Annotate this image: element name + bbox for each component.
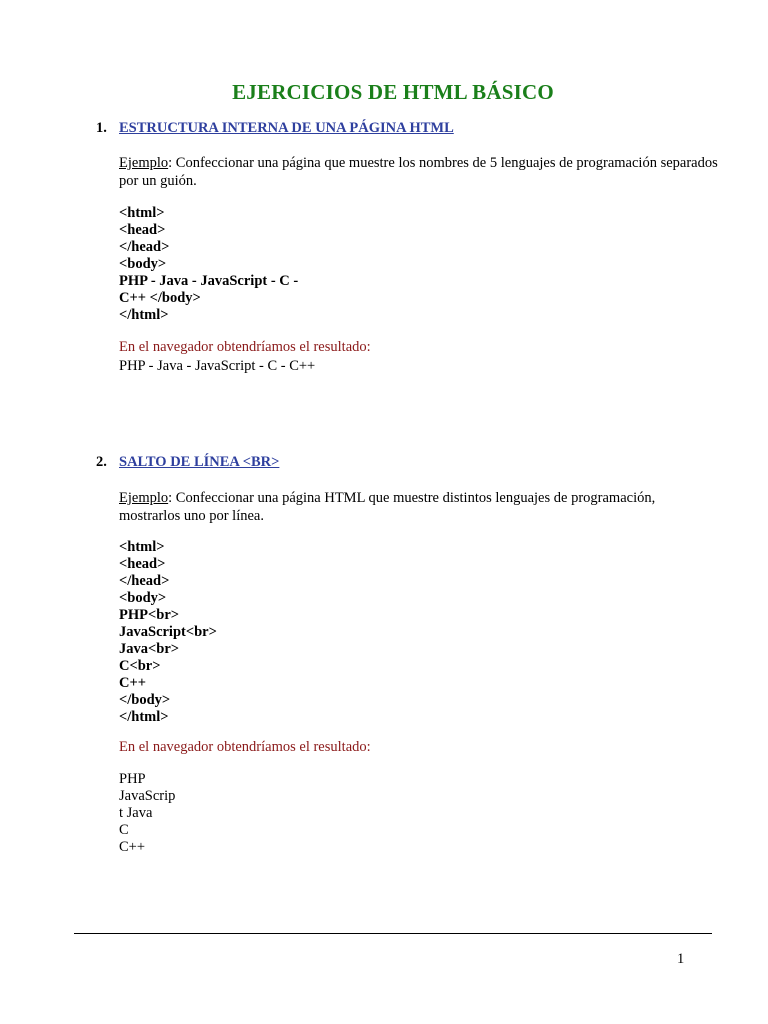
code-line: Java<br> bbox=[119, 641, 180, 657]
code-line: <body> bbox=[119, 590, 167, 606]
code-block-2 bbox=[119, 539, 217, 726]
section-description-2 bbox=[119, 489, 719, 525]
section-heading-1 bbox=[96, 120, 454, 137]
code-line: </head> bbox=[119, 573, 170, 589]
result-line: JavaScrip bbox=[119, 788, 176, 804]
code-line: JavaScript<br> bbox=[119, 624, 217, 640]
example-label: Ejemplo bbox=[119, 155, 169, 171]
code-line: </html> bbox=[119, 709, 169, 725]
example-label: Ejemplo bbox=[119, 490, 169, 506]
result-line: C++ bbox=[119, 839, 146, 855]
code-line: <html> bbox=[119, 205, 165, 221]
section-description-1 bbox=[119, 154, 719, 190]
result-output-2 bbox=[119, 771, 175, 856]
code-line: </head> bbox=[119, 239, 170, 255]
section-number: 2. bbox=[96, 454, 107, 470]
result-line: C bbox=[119, 822, 129, 838]
code-line: C++ bbox=[119, 675, 146, 691]
section-heading-2 bbox=[96, 454, 279, 471]
code-line: C<br> bbox=[119, 658, 161, 674]
code-block-1 bbox=[119, 205, 298, 324]
code-line: <head> bbox=[119, 222, 166, 238]
code-line: <html> bbox=[119, 539, 165, 555]
code-line: PHP - Java - JavaScript - C - bbox=[119, 273, 299, 289]
code-line: PHP<br> bbox=[119, 607, 180, 623]
code-line: <head> bbox=[119, 556, 166, 572]
result-line: PHP bbox=[119, 771, 146, 787]
section-heading-text: ESTRUCTURA INTERNA DE UNA PÁGINA HTML bbox=[119, 120, 454, 136]
description-text: : Confeccionar una página HTML que muestre distintos lenguajes de programación, mostrarlos uno por línea. bbox=[119, 490, 656, 524]
code-line: C++ </body> bbox=[119, 290, 201, 306]
footer-divider bbox=[74, 933, 712, 934]
code-line: </html> bbox=[119, 307, 169, 323]
code-line: </body> bbox=[119, 692, 171, 708]
result-line: PHP - Java - JavaScript - C - C++ bbox=[119, 358, 316, 374]
code-line: <body> bbox=[119, 256, 167, 272]
result-label-1: En el navegador obtendríamos el resultado: bbox=[119, 339, 371, 355]
section-heading-text: SALTO DE LÍNEA <BR> bbox=[119, 454, 280, 470]
description-text: : Confeccionar una página que muestre los nombres de 5 lenguajes de programación separados por un guión. bbox=[119, 155, 718, 189]
page-title: EJERCICIOS DE HTML BÁSICO bbox=[232, 80, 554, 104]
result-line: t Java bbox=[119, 805, 153, 821]
result-output-1 bbox=[119, 358, 315, 375]
section-number: 1. bbox=[96, 120, 107, 136]
result-label-2: En el navegador obtendríamos el resultado: bbox=[119, 739, 371, 755]
page-number: 1 bbox=[677, 951, 685, 967]
